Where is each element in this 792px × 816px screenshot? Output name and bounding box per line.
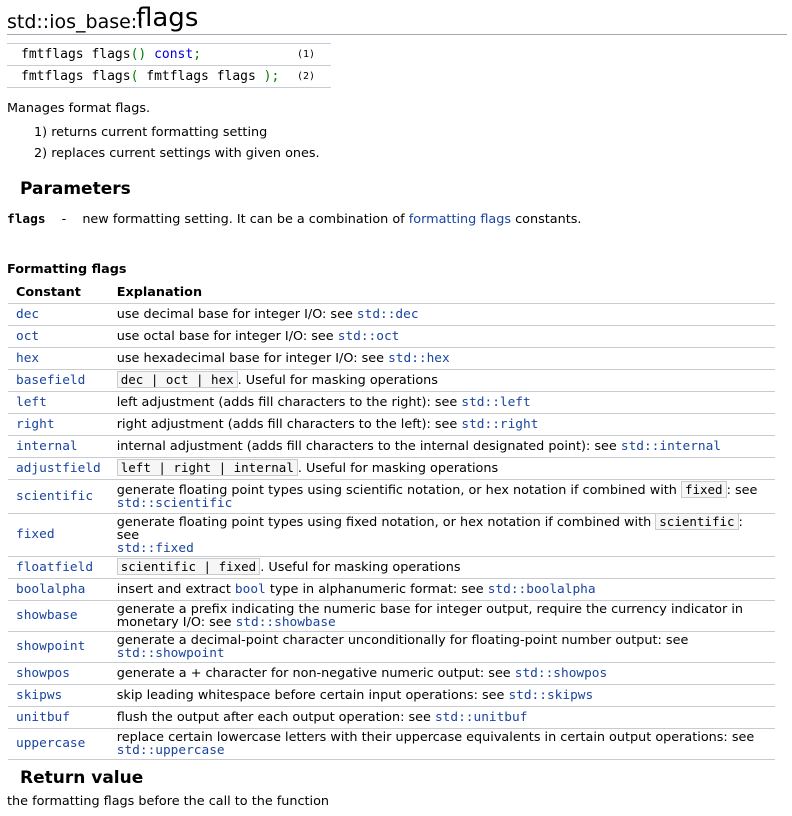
explanation-text: generate floating point types using fixed notation, or hex notation if combined with bbox=[116, 514, 656, 530]
explanation-cell bbox=[109, 391, 775, 413]
explanation-text: insert and extract bbox=[116, 581, 235, 597]
reference-link[interactable]: std::hex bbox=[388, 350, 450, 366]
explanation-text: replace certain lowercase letters with their uppercase equivalents in certain output operations: see bbox=[116, 729, 755, 745]
table-row bbox=[8, 556, 775, 578]
constant-link[interactable]: internal bbox=[16, 438, 78, 454]
explanation-cell bbox=[109, 728, 775, 759]
reference-link[interactable]: std::showpos bbox=[514, 665, 608, 681]
decl-1-paren: () bbox=[130, 47, 147, 62]
reference-link[interactable]: std::boolalpha bbox=[487, 581, 596, 597]
table-row bbox=[8, 325, 775, 347]
reference-link[interactable]: std::skipws bbox=[508, 687, 594, 703]
reference-link[interactable]: std::left bbox=[461, 394, 531, 410]
explanation-text: use octal base for integer I/O: see bbox=[116, 328, 338, 344]
constant-link[interactable]: right bbox=[16, 416, 55, 432]
parameter-name: flags bbox=[7, 212, 46, 227]
explanation-cell bbox=[109, 413, 775, 435]
table-row bbox=[8, 662, 775, 684]
explanation-cell bbox=[109, 600, 775, 631]
decl-2-return-type: fmtflags bbox=[21, 69, 84, 84]
explanation-cell bbox=[109, 556, 775, 578]
parameters-heading: Parameters bbox=[20, 179, 131, 199]
explanation-text: generate floating point types using scientific notation, or hex notation if combined with bbox=[116, 482, 681, 498]
table-row bbox=[8, 391, 775, 413]
decl-2-name: flags bbox=[91, 69, 131, 84]
decl-2-param-type: fmtflags bbox=[146, 69, 209, 84]
constant-link[interactable]: boolalpha bbox=[16, 581, 86, 597]
table-row bbox=[8, 347, 775, 369]
decl-2-open-paren: ( bbox=[130, 69, 147, 84]
constant-link[interactable]: left bbox=[16, 394, 47, 410]
table-row bbox=[8, 413, 775, 435]
explanation-text: . Useful for masking operations bbox=[260, 560, 461, 575]
table-row bbox=[8, 457, 775, 479]
constant-link[interactable]: basefield bbox=[16, 372, 86, 388]
explanation-text: skip leading whitespace before certain input operations: see bbox=[116, 687, 509, 703]
constant-link[interactable]: unitbuf bbox=[16, 709, 70, 725]
constant-link[interactable]: scientific bbox=[16, 488, 94, 504]
constant-link[interactable]: adjustfield bbox=[16, 460, 101, 476]
parameter-dash: - bbox=[61, 212, 67, 227]
table-row bbox=[8, 303, 775, 325]
decl-1-return-type: fmtflags bbox=[21, 47, 84, 62]
explanation-cell bbox=[109, 457, 775, 479]
reference-link[interactable]: std::fixed bbox=[116, 540, 194, 556]
explanation-text: : see bbox=[116, 514, 743, 543]
explanation-cell bbox=[109, 578, 775, 600]
reference-link[interactable]: std::uppercase bbox=[116, 742, 225, 758]
reference-link[interactable]: std::dec bbox=[356, 306, 419, 322]
explanation-cell bbox=[109, 662, 775, 684]
constant-link[interactable]: uppercase bbox=[16, 736, 86, 751]
constant-link[interactable]: oct bbox=[16, 328, 40, 344]
table-row bbox=[8, 728, 775, 759]
constant-link[interactable]: fixed bbox=[16, 527, 55, 542]
constant-link[interactable]: skipws bbox=[16, 687, 63, 703]
decl-2-param-name: flags bbox=[216, 69, 256, 84]
table-row bbox=[8, 631, 775, 662]
bool-link[interactable]: bool bbox=[234, 581, 266, 597]
reference-link[interactable]: std::showbase bbox=[235, 614, 336, 630]
explanation-text: generate a prefix indicating the numeric base for integer output, require the currency indicator in monetary I/O: see bbox=[116, 601, 744, 630]
explanation-cell bbox=[109, 435, 775, 457]
constant-link[interactable]: hex bbox=[16, 350, 40, 366]
explanation-cell bbox=[109, 369, 775, 391]
explanation-cell bbox=[109, 303, 775, 325]
table-row bbox=[8, 578, 775, 600]
constant-link[interactable]: floatfield bbox=[16, 559, 94, 575]
description: Manages format flags. bbox=[7, 101, 151, 116]
reference-link[interactable]: std::right bbox=[461, 416, 539, 432]
table-body bbox=[8, 303, 775, 759]
return-value-text: the formatting flags before the call to the function bbox=[7, 794, 330, 809]
explanation-text: use decimal base for integer I/O: see bbox=[116, 306, 357, 322]
explanation-text: . Useful for masking operations bbox=[297, 461, 499, 476]
explanation-text: use hexadecimal base for integer I/O: see bbox=[116, 350, 389, 366]
code-snippet: scientific | fixed bbox=[117, 558, 260, 575]
explanation-text: internal adjustment (adds fill characters to the internal designated point): see bbox=[116, 438, 621, 454]
explanation-text: flush the output after each output operation: see bbox=[116, 709, 435, 725]
table-row bbox=[8, 513, 775, 556]
code-snippet: left | right | internal bbox=[117, 459, 298, 476]
declaration-2 bbox=[7, 66, 331, 88]
reference-link[interactable]: std::internal bbox=[620, 438, 722, 454]
table-row bbox=[8, 600, 775, 631]
table-row bbox=[8, 684, 775, 706]
explanation-text: : see bbox=[726, 482, 758, 498]
explanation-text: type in alphanumeric format: see bbox=[265, 581, 488, 597]
table-row bbox=[8, 435, 775, 457]
formatting-flags-table bbox=[8, 282, 775, 760]
explanation-cell bbox=[109, 479, 775, 513]
table-row bbox=[8, 706, 775, 728]
decl-1-semicolon: ; bbox=[193, 47, 202, 62]
return-value-heading: Return value bbox=[20, 768, 144, 788]
explanation-text: generate a decimal-point character unconditionally for floating-point number output: see bbox=[116, 632, 689, 648]
formatting-flags-link[interactable]: formatting flags bbox=[408, 212, 512, 227]
decl-2-number: (2) bbox=[296, 71, 315, 82]
list-item: 2) replaces current settings with given ones. bbox=[34, 146, 320, 161]
explanation-text: right adjustment (adds fill characters to the left): see bbox=[116, 416, 462, 432]
explanation-text: generate a + character for non-negative numeric output: see bbox=[116, 665, 515, 681]
explanation-cell bbox=[109, 347, 775, 369]
parameter-flags: flags - new formatting setting. It can be a combination of formatting flags constants. bbox=[7, 212, 582, 227]
constant-link[interactable]: dec bbox=[16, 306, 40, 322]
table-row bbox=[8, 479, 775, 513]
decl-1-const: const bbox=[154, 47, 194, 62]
reference-link[interactable]: std::scientific bbox=[116, 495, 233, 511]
explanation-text: . Useful for masking operations bbox=[237, 373, 438, 388]
code-snippet: fixed bbox=[681, 481, 727, 498]
decl-1-name: flags bbox=[91, 47, 131, 62]
explanation-cell bbox=[109, 513, 775, 556]
explanation-text: left adjustment (adds fill characters to the right): see bbox=[116, 394, 462, 410]
table-row bbox=[8, 369, 775, 391]
constant-link[interactable]: showpoint bbox=[16, 639, 86, 654]
explanation-cell bbox=[109, 706, 775, 728]
header-constant: Constant bbox=[8, 282, 109, 303]
explanation-cell bbox=[109, 631, 775, 662]
list-item: 1) returns current formatting setting bbox=[34, 125, 268, 140]
declaration-box bbox=[7, 43, 331, 88]
explanation-cell bbox=[109, 325, 775, 347]
page-title bbox=[7, 2, 787, 35]
explanation-cell bbox=[109, 684, 775, 706]
page-title-name: flags bbox=[136, 3, 199, 33]
page-title-namespace: std::ios_base:: bbox=[7, 11, 144, 33]
decl-2-close: ); bbox=[255, 69, 280, 84]
code-snippet: dec | oct | hex bbox=[117, 371, 238, 388]
constant-link[interactable]: showbase bbox=[16, 608, 78, 623]
declaration-1 bbox=[7, 44, 331, 66]
header-explanation: Explanation bbox=[109, 282, 775, 303]
decl-1-number: (1) bbox=[296, 49, 315, 60]
table-header-row bbox=[8, 282, 775, 303]
reference-link[interactable]: std::oct bbox=[337, 328, 400, 344]
reference-link[interactable]: std::showpoint bbox=[116, 645, 225, 661]
code-snippet: scientific bbox=[655, 513, 738, 530]
table-caption: Formatting flags bbox=[7, 262, 127, 277]
constant-link[interactable]: showpos bbox=[16, 665, 70, 681]
reference-link[interactable]: std::unitbuf bbox=[434, 709, 528, 725]
